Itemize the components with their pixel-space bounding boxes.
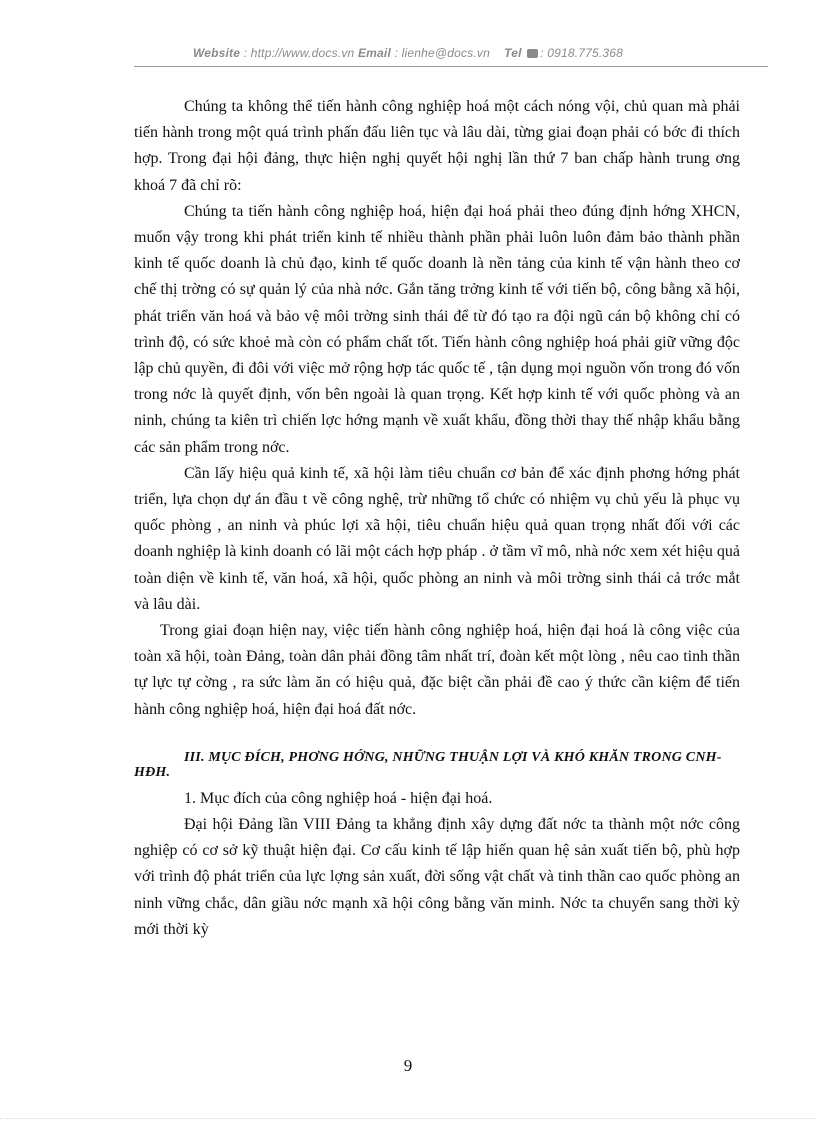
website-value: http://www.docs.vn: [250, 46, 355, 60]
section-heading: III. MỤC ĐÍCH, PHƠNG HỚNG, NHỮNG THUẬN LỢI VÀ KHÓ KHĂN TRONG CNH-HĐH.: [134, 749, 722, 780]
page-header: Website : http://www.docs.vn Email : lienhe@docs.vn Tel : 0918.775.368: [192, 46, 624, 60]
subheading: 1. Mục đích của công nghiệp hoá - hiện đại hoá.: [184, 789, 493, 807]
page-number: 9: [403, 1056, 413, 1075]
email-value: lienhe@docs.vn: [401, 46, 490, 60]
email-label: Email: [357, 46, 391, 60]
header-divider: [134, 66, 768, 67]
paragraph-5: Đại hội Đảng lần VIII Đảng ta khẳng định xây dựng đất nớc ta thành một nớc công nghiệp có cơ sở kỹ thuật hiện đại. Cơ cấu kinh tế lập hiến quan hệ sản xuất tiến bộ, phù hợp với trình độ phát triển của lực lợng sản xuất, đời sống vật chất và tinh thần cao quốc phòng an ninh vững chắc, dân giầu nớc mạnh xã hội công bằng văn minh. Nớc ta chuyển sang thời kỳ mới thời kỳ: [134, 816, 740, 938]
paragraph-4: Trong giai đoạn hiện nay, việc tiến hành công nghiệp hoá, hiện đại hoá là công việc của toàn xã hội, toàn Đảng, toàn dân phải đồng tâm nhất trí, đoàn kết một lòng , nêu cao tinh thần tự lực tự cờng , ra sức làm ăn có hiệu quả, đặc biệt cần phải đề cao ý thức cần kiệm để tiến hành công nghiệp hoá, hiện đại hoá đất nớc.: [134, 622, 740, 718]
paragraph-3: Cần lấy hiệu quả kinh tế, xã hội làm tiêu chuẩn cơ bản để xác định phơng hớng phát triển, lựa chọn dự án đầu t về công nghệ, trừ những tổ chức có nhiệm vụ chủ yếu là phục vụ quốc phòng , an ninh và phúc lợi xã hội, tiêu chuẩn hiệu quả quan trọng nhất đối với các doanh nghiệp là kinh doanh có lãi một cách hợp pháp . ở tầm vĩ mô, nhà nớc xem xét hiệu quả toàn diện về kinh tế, văn hoá, xã hội, quốc phòng an ninh và môi trờng sinh thái cả trớc mắt và lâu dài.: [134, 464, 740, 613]
footer-divider: [0, 1118, 816, 1119]
paragraph-2: Chúng ta tiến hành công nghiệp hoá, hiện đại hoá phải theo đúng định hớng XHCN, muốn vậy trong khi phát triển kinh tế nhiều thành phần phải luôn luôn đảm bảo thành phần kinh tế quốc doanh là chủ đạo, kinh tế quốc doanh là nền tảng của kinh tế vận hành theo cơ chế thị trờng có sự quản lý của nhà nớc. Gắn tăng trởng kinh tế với tiến bộ, công bằng xã hội, phát triển văn hoá và bảo vệ môi trờng sinh thái để từ đó tạo ra đội ngũ cán bộ không chỉ có trình độ, có sức khoẻ mà còn có phẩm chất tốt. Tiến hành công nghiệp hoá phải giữ vững độc lập chủ quyền, đi đôi với việc mở rộng hợp tác quốc tế , tận dụng mọi nguồn vốn trong đó vốn trong nớc là quyết định, vốn bên ngoài là quan trọng. Kết hợp kinh tế với quốc phòng và an ninh, chúng ta kiên trì chiến lợc hớng mạnh về xuất khẩu, đồng thời thay thế nhập khẩu bằng các sản phẩm trong nớc.: [134, 202, 740, 456]
website-label: Website: [192, 46, 241, 60]
tel-label: Tel: [504, 46, 522, 60]
page-body: [134, 94, 740, 943]
phone-icon: [527, 49, 538, 58]
paragraph-1: Chúng ta không thể tiến hành công nghiệp hoá một cách nóng vội, chủ quan mà phải tiến hành trong một quá trình phấn đấu liên tục và lâu dài, từng giai đoạn phải có bớc đi thích hợp. Trong đại hội đảng, thực hiện nghị quyết hội nghị lần thứ 7 ban chấp hành trung ơng khoá 7 đã chỉ rõ:: [134, 98, 740, 194]
tel-value: 0918.775.368: [547, 46, 624, 60]
